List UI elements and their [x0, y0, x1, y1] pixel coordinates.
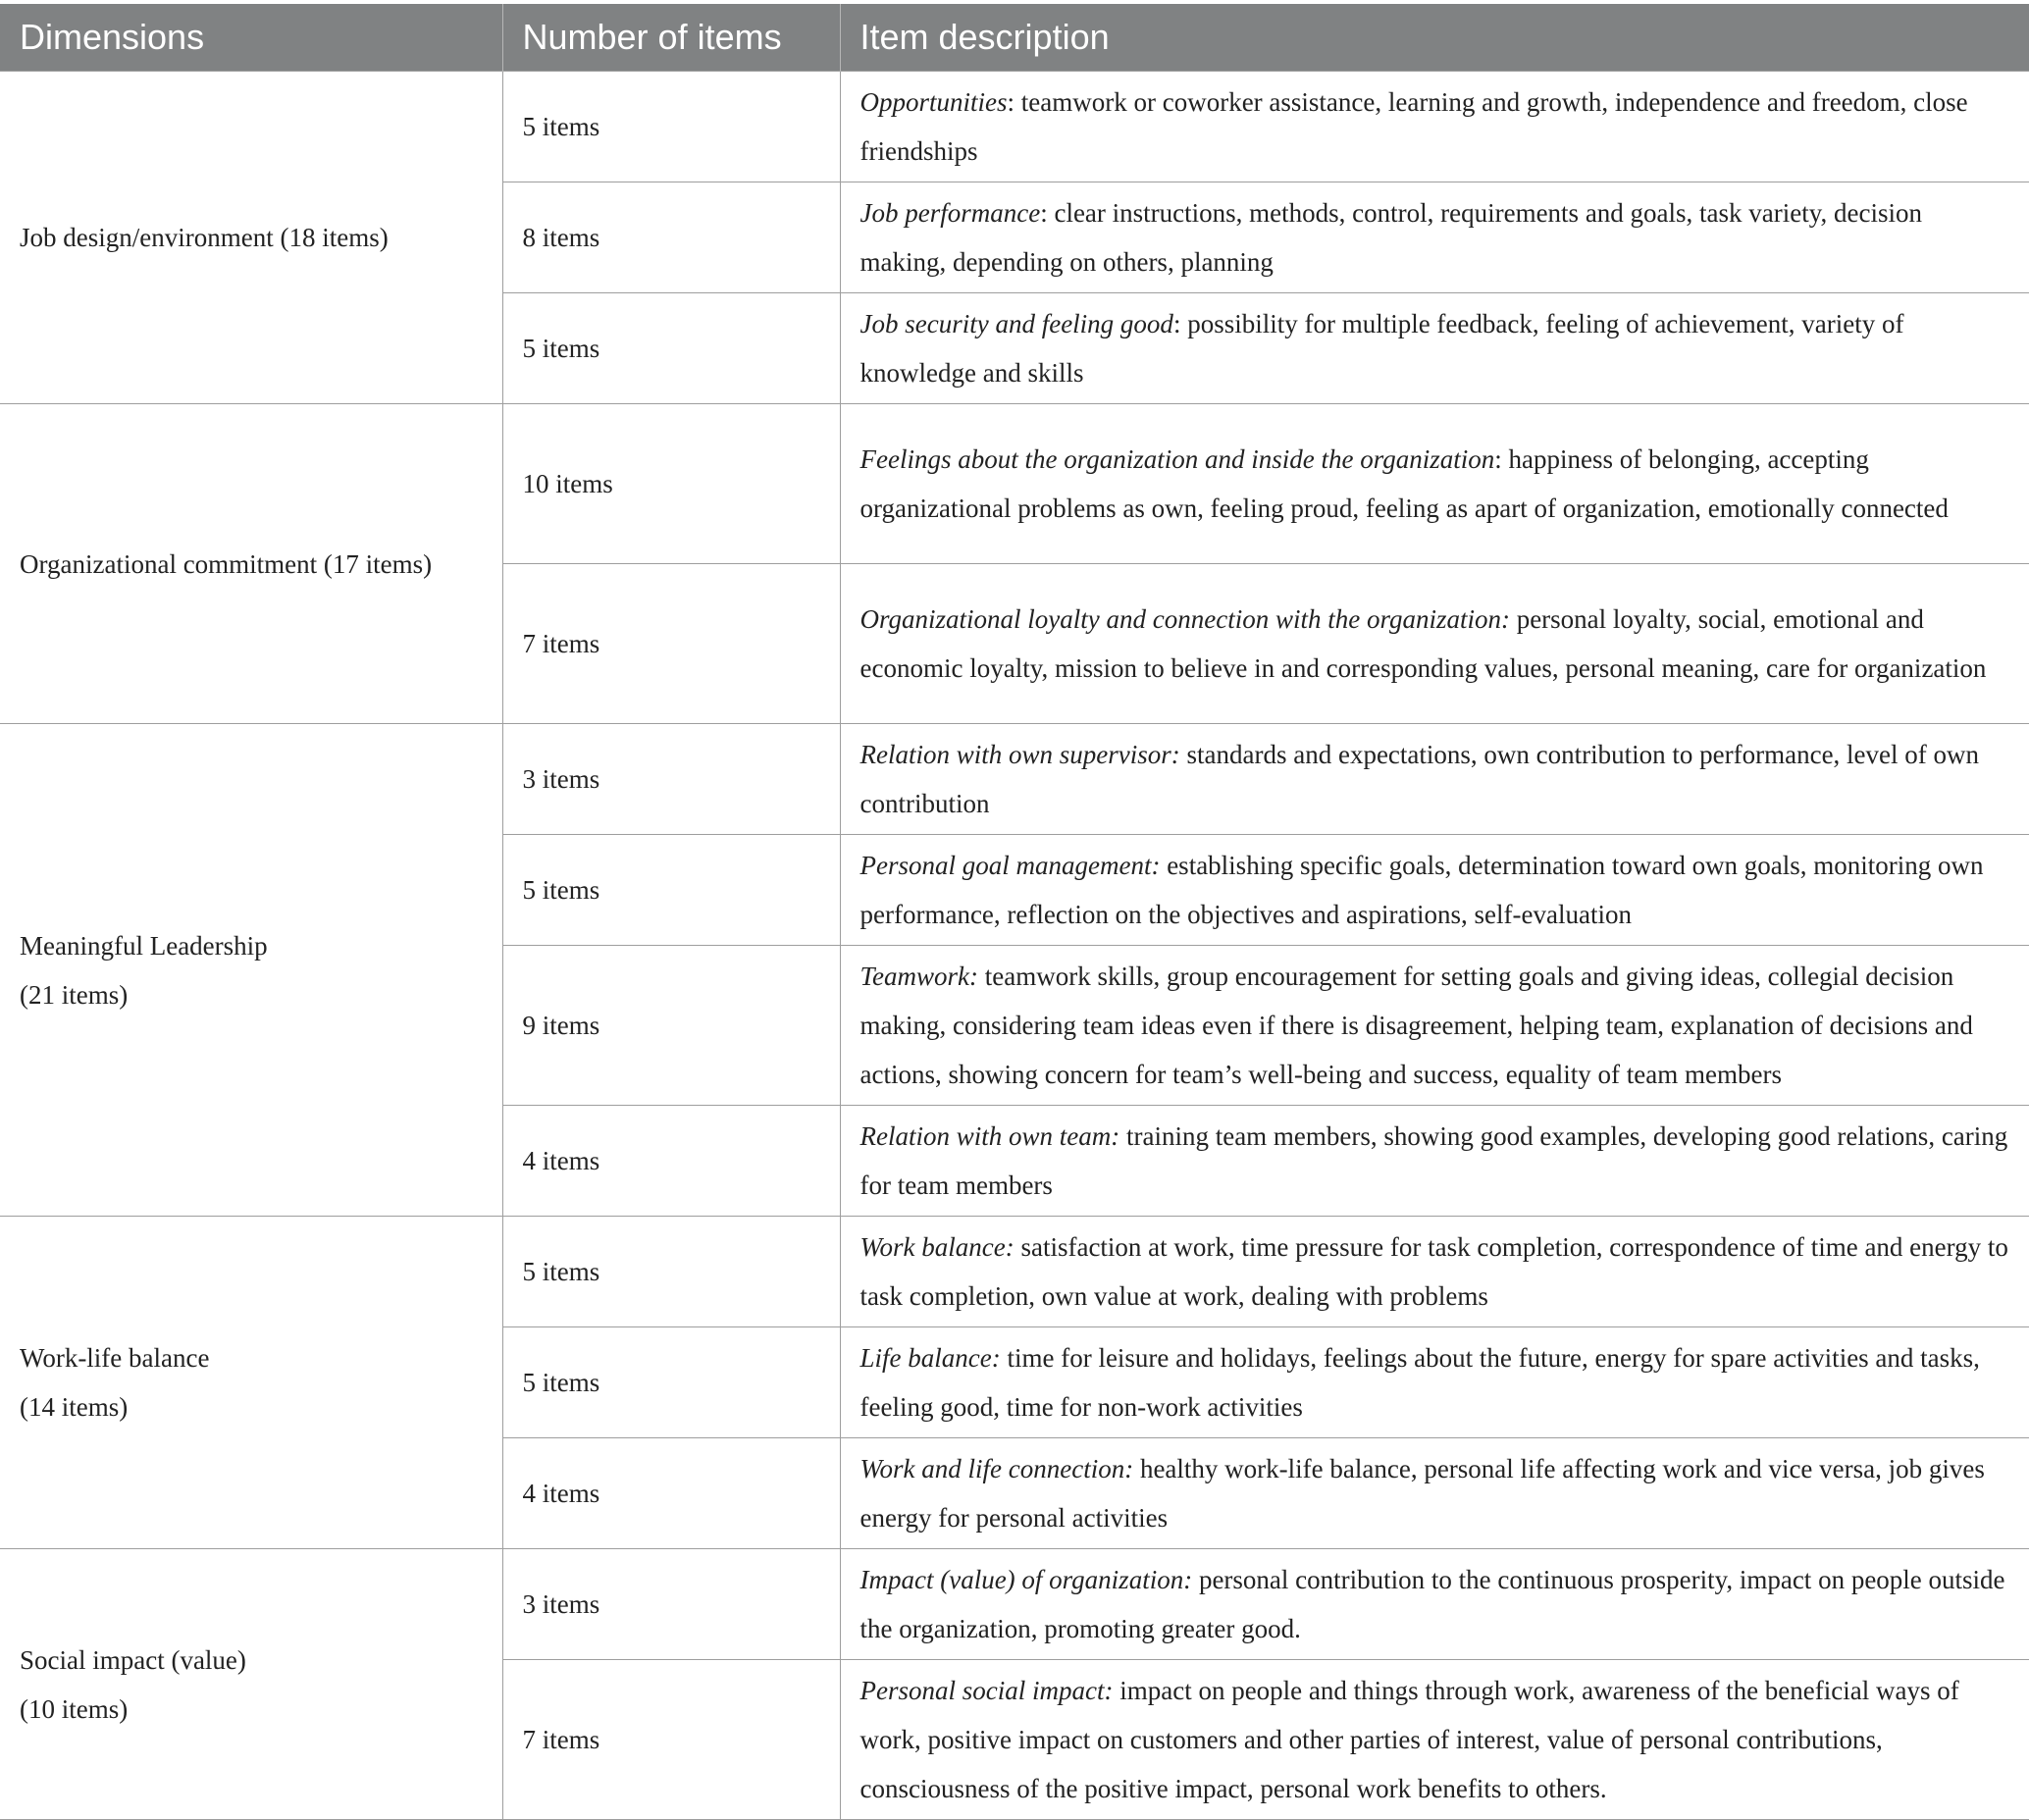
header-dimensions: Dimensions	[0, 4, 502, 72]
item-count: 5 items	[502, 1217, 840, 1327]
description-lead: Personal goal management:	[859, 851, 1161, 880]
dimension-item-total: (21 items)	[20, 979, 129, 1010]
dimension-cell	[0, 1549, 502, 1820]
dimension-cell	[0, 724, 502, 1217]
dimension-label: Organizational commitment (17 items)	[20, 548, 433, 579]
description-text: personal loyalty, social, emotional and economic loyalty, mission to believe in and corresponding values, personal meaning, care for organization	[859, 604, 1987, 683]
item-count: 5 items	[502, 293, 840, 404]
description-text: impact on people and things through work, awareness of the beneficial ways of work, positive impact on customers and other parties of interest, value of personal contributions, consciousness of the positive impact, personal work benefits to others.	[859, 1676, 1959, 1803]
item-description	[840, 724, 2029, 835]
item-count: 4 items	[502, 1438, 840, 1549]
item-description	[840, 1549, 2029, 1660]
item-description	[840, 835, 2029, 946]
description-lead: Life balance:	[859, 1343, 1001, 1373]
dimension-item-total: (10 items)	[20, 1693, 129, 1724]
dimension-label: Meaningful Leadership	[20, 930, 268, 961]
description-lead: Relation with own team:	[859, 1121, 1120, 1151]
description-text: personal contribution to the continuous prosperity, impact on people outside the organization, promoting greater good.	[859, 1565, 2005, 1643]
item-description	[840, 1106, 2029, 1217]
item-description	[840, 72, 2029, 182]
description-lead: Relation with own supervisor:	[859, 740, 1180, 769]
item-description	[840, 1438, 2029, 1549]
header-item-description: Item description	[840, 4, 2029, 72]
dimensions-table	[0, 4, 2029, 1820]
description-lead: Job security and feeling good	[859, 309, 1173, 338]
dimension-cell	[0, 1217, 502, 1549]
description-lead: Impact (value) of organization:	[859, 1565, 1193, 1594]
description-lead: Feelings about the organization and inside the organization	[859, 444, 1495, 474]
header-row	[0, 4, 2029, 72]
item-description	[840, 564, 2029, 724]
item-description	[840, 404, 2029, 564]
item-count: 9 items	[502, 946, 840, 1106]
item-count: 3 items	[502, 724, 840, 835]
dimension-cell	[0, 72, 502, 404]
item-count: 5 items	[502, 1327, 840, 1438]
description-text: : happiness of belonging, accepting organizational problems as own, feeling proud, feeling as apart of organization, emotionally connected	[859, 444, 1949, 523]
item-description	[840, 182, 2029, 293]
description-text: : clear instructions, methods, control, requirements and goals, task variety, decision making, depending on others, planning	[859, 198, 1922, 277]
item-count: 3 items	[502, 1549, 840, 1660]
item-description	[840, 1660, 2029, 1820]
description-text: establishing specific goals, determination toward own goals, monitoring own performance, reflection on the objectives and aspirations, self-evaluation	[859, 851, 1984, 929]
item-count: 7 items	[502, 564, 840, 724]
description-lead: Teamwork:	[859, 962, 979, 991]
description-lead: Opportunities	[859, 87, 1008, 117]
dimension-label: Social impact (value)	[20, 1644, 246, 1675]
table-row	[0, 1549, 2029, 1660]
dimension-label: Job design/environment (18 items)	[20, 223, 389, 252]
description-text: : teamwork or coworker assistance, learning and growth, independence and freedom, close friendships	[859, 87, 1968, 166]
item-count: 8 items	[502, 182, 840, 293]
item-description	[840, 1217, 2029, 1327]
table-row	[0, 724, 2029, 835]
item-description	[840, 293, 2029, 404]
description-text: healthy work-life balance, personal life affecting work and vice versa, job gives energy for personal activities	[859, 1454, 1985, 1533]
item-count: 5 items	[502, 835, 840, 946]
dimension-item-total: (14 items)	[20, 1392, 129, 1422]
description-text: standards and expectations, own contribution to performance, level of own contribution	[859, 740, 1980, 818]
description-lead: Personal social impact:	[859, 1676, 1114, 1705]
item-count: 10 items	[502, 404, 840, 564]
description-lead: Job performance	[859, 198, 1041, 228]
description-text: satisfaction at work, time pressure for task completion, correspondence of time and energy to task completion, own value at work, dealing with problems	[859, 1232, 2008, 1311]
table-row	[0, 72, 2029, 182]
description-lead: Organizational loyalty and connection with the organization:	[859, 604, 1510, 634]
table-row	[0, 1217, 2029, 1327]
dimension-label: Work-life balance	[20, 1343, 210, 1373]
header-number-of-items: Number of items	[502, 4, 840, 72]
description-lead: Work balance:	[859, 1232, 1014, 1262]
description-text: : possibility for multiple feedback, feeling of achievement, variety of knowledge and skills	[859, 309, 1904, 388]
item-count: 4 items	[502, 1106, 840, 1217]
item-description	[840, 946, 2029, 1106]
item-description	[840, 1327, 2029, 1438]
dimension-cell	[0, 404, 502, 724]
description-text: teamwork skills, group encouragement for setting goals and giving ideas, collegial decision making, considering team ideas even if there is disagreement, helping team, explanation of decisions and actions, showing concern for team’s well-being and success, equality of team members	[859, 962, 1973, 1089]
table-header	[0, 4, 2029, 72]
item-count: 5 items	[502, 72, 840, 182]
description-text: training team members, showing good examples, developing good relations, caring for team members	[859, 1121, 2008, 1200]
description-text: time for leisure and holidays, feelings about the future, energy for spare activities and tasks, feeling good, time for non-work activities	[859, 1343, 1980, 1422]
description-lead: Work and life connection:	[859, 1454, 1134, 1483]
item-count: 7 items	[502, 1660, 840, 1820]
table-body	[0, 72, 2029, 1820]
table-row	[0, 404, 2029, 564]
